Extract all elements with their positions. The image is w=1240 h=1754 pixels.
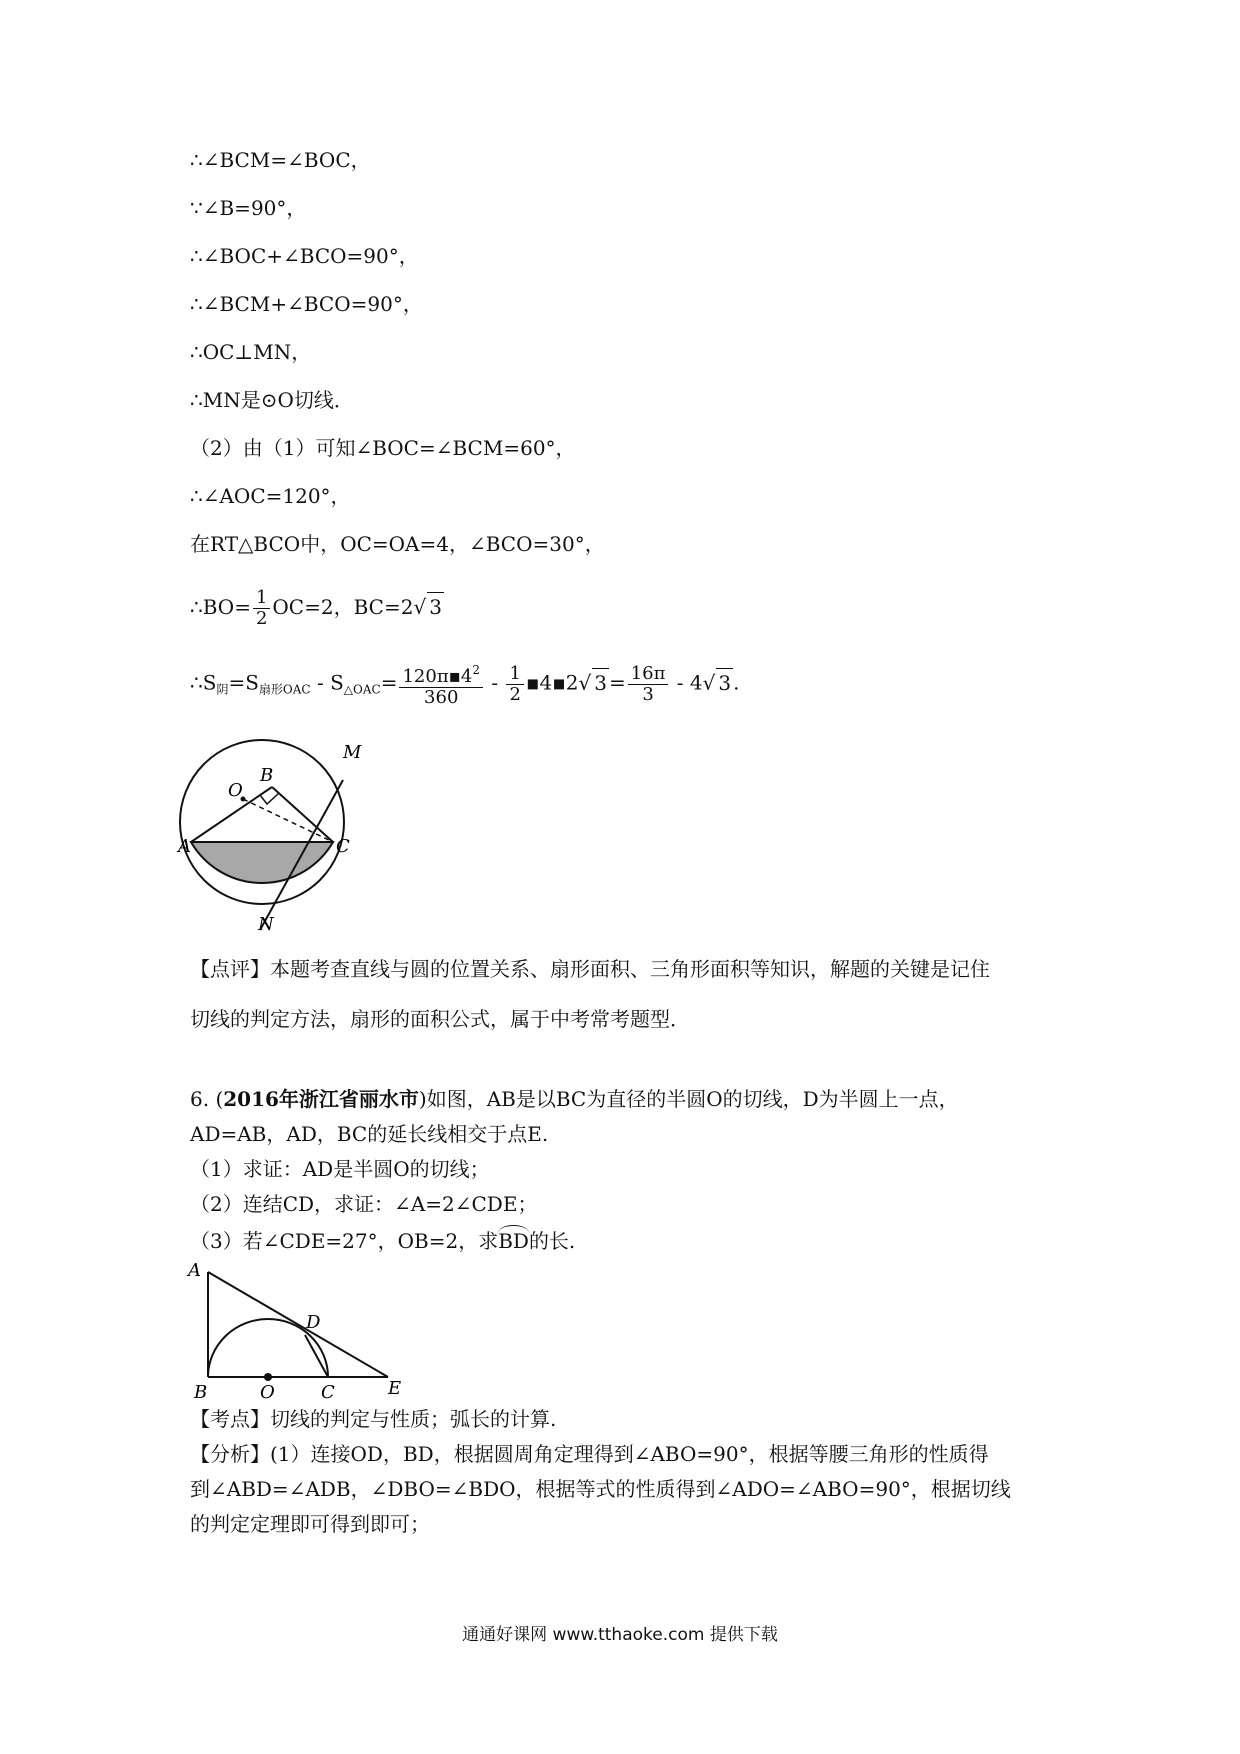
label-c: C [336,836,350,857]
figure-circle-tangent [180,730,440,940]
text: - S [310,670,344,695]
question-6-part-2: （2）连结CD，求证：∠A=2∠CDE； [190,1192,538,1216]
fraction [506,664,523,705]
label-d: D [306,1312,321,1333]
text: ▪4▪2 [525,670,579,695]
proof-line-4: ∴∠BCM+∠BCO=90°， [190,292,423,316]
question-6-part-3 [190,1225,575,1255]
radical: √ 3 [578,671,608,695]
proof-line-10 [190,588,444,629]
proof-line-9: 在RT△BCO中，OC=OA=4，∠BCO=30°， [190,532,605,556]
numerator [399,660,482,688]
numerator: 1 [253,588,270,609]
line-ae [208,1272,388,1377]
question-source: 2016年浙江省丽水市 [223,1087,419,1111]
text: （3）若∠CDE=27°，OB=2，求 [190,1229,499,1253]
subscript: 阴 [216,682,229,697]
right-angle-mark [260,793,279,804]
kaodian-line: 【考点】切线的判定与性质；弧长的计算. [190,1407,557,1431]
proof-line-1: ∴∠BCM=∠BOC， [190,148,371,172]
subscript: 扇形OAC [258,682,311,697]
analysis-line-3: 的判定定理即可得到即可； [190,1512,430,1536]
superscript: 2 [472,663,480,677]
denominator: 2 [509,683,521,705]
denominator: 2 [255,608,268,629]
page-footer: 通通好课网 www.tthaoke.com 提供下载 [462,1625,778,1645]
text: = [608,670,626,695]
question-6-header [190,1085,959,1113]
label-m: M [343,742,362,763]
figure-semicircle [180,1252,420,1402]
label-b: B [260,765,274,786]
label-o: O [260,1382,275,1403]
question-text: )如图，AB是以BC为直径的半圆O的切线，D为半圆上一点， [418,1087,959,1111]
proof-line-8: ∴∠AOC=120°， [190,484,351,508]
label-o: O [228,780,243,801]
denominator: 360 [424,687,459,708]
text: 的长. [528,1229,576,1253]
question-6-part-1: （1）求证：AD是半圆O的切线； [190,1157,490,1181]
text: - 4 [670,670,703,695]
label-e: E [388,1378,402,1399]
text: - [484,670,505,695]
fraction [253,588,270,629]
proof-line-3: ∴∠BOC+∠BCO=90°， [190,244,419,268]
label-a: A [178,836,191,857]
subscript: △OAC [343,682,381,697]
text: =S [228,670,259,695]
numerator-text: 120π▪4 [402,666,473,687]
label-b: B [194,1382,208,1403]
center-o-dot [264,1373,272,1381]
analysis-line-1: 【分析】(1）连接OD，BD，根据圆周角定理得到∠ABO=90°，根据等腰三角形的性质得 [190,1442,989,1466]
proof-line-11 [190,660,740,708]
question-6-line-2: AD=AB，AD，BC的延长线相交于点E. [190,1122,549,1146]
radical: √ 3 [413,595,443,619]
radical: √ 3 [703,671,733,695]
text: . [733,670,740,695]
proof-line-7: （2）由（1）可知∠BOC=∠BCM=60°， [190,436,576,460]
label-a: A [188,1260,201,1281]
arc-label: BD [498,1225,529,1255]
denominator: 3 [642,683,654,705]
text: ∴BO= [190,595,251,619]
numerator: 1 [506,664,523,685]
text: OC=2，BC=2 [272,595,414,619]
analysis-line-2: 到∠ABD=∠ADB，∠DBO=∠BDO，根据等式的性质得到∠ADO=∠ABO=90°，根据切线 [190,1477,1011,1501]
comment-line-2: 切线的判定方法，扇形的面积公式，属于中考常考题型． [190,1007,690,1031]
numerator: 16π [628,664,669,685]
fraction [399,660,482,708]
label-n: N [258,914,274,935]
proof-line-5: ∴OC⊥MN， [190,340,312,364]
radicand: 3 [592,668,609,697]
shaded-segment [191,842,333,883]
proof-line-2: ∵∠B=90°， [190,196,307,220]
question-number: 6. ( [190,1087,224,1111]
comment-line-1: 【点评】本题考查直线与圆的位置关系、扇形面积、三角形面积等知识，解题的关键是记住 [190,957,990,981]
text: = [380,670,398,695]
text: ∴S [190,670,217,695]
fraction [628,664,669,705]
label-c: C [321,1382,335,1403]
radicand: 3 [716,668,733,697]
proof-line-6: ∴MN是⊙O切线． [190,388,354,412]
